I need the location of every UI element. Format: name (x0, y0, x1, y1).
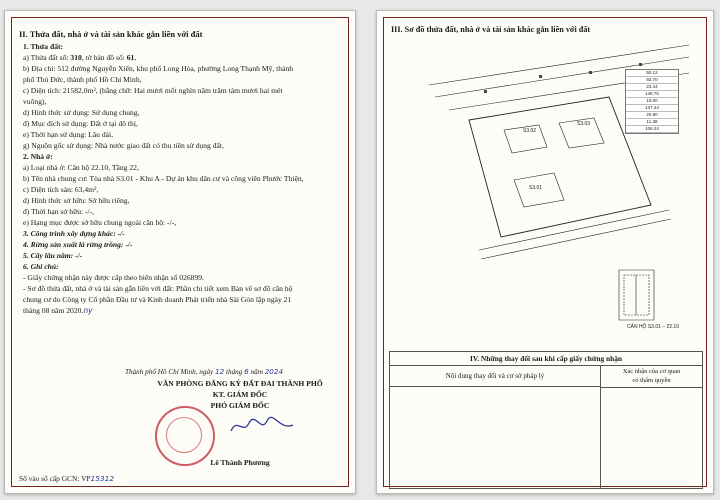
registration-book-number: Số vào sổ cấp GCN: VP15312 (19, 474, 115, 483)
house-building-name: b) Tên nhà chung cư: Tòa nhà S3.01 - Khu A - Dự án khu dân cư và công viên Phước Thiện, (23, 174, 304, 183)
other-construction: 3. Công trình xây dựng khác: -/- (23, 229, 125, 238)
changes-col-confirmation: Xác nhận của cơ quan có thẩm quyền (601, 366, 702, 388)
building-label-s301: S3.01 (529, 185, 543, 191)
section-iv-title: IV. Những thay đổi sau khi cấp giấy chứng nhận (390, 352, 702, 366)
note-diagram-3: tháng 08 năm 2020.ny (23, 306, 93, 315)
land-address-1: b) Địa chỉ: 512 đường Nguyễn Xiển, khu phố Long Hòa, phường Long Thạnh Mỹ, thành (23, 64, 294, 73)
apartment-caption: CĂN HỘ S3.01 – 22.10 (627, 324, 679, 330)
certificate-right-page (376, 10, 714, 494)
kt-director: KT. GIÁM ĐỐC (212, 390, 268, 399)
deputy-director: PHÓ GIÁM ĐỐC (210, 401, 270, 410)
land-parcel-line: a) Thửa đất số: 310, tờ bản đồ số: 61, (23, 53, 137, 62)
land-area-1: c) Diện tích: 21582,0m², (bằng chữ: Hai mươi mốt nghìn năm trăm tám mươi hai mét (23, 86, 283, 95)
land-heading: 1. Thửa đất: (23, 42, 64, 51)
house-type: a) Loại nhà ở: Căn hộ 22.10, Tầng 22, (23, 163, 139, 172)
handwritten-signature (227, 413, 297, 439)
changes-col-content: Nội dung thay đổi và cơ sở pháp lý (390, 366, 601, 387)
house-ownership: d) Hình thức sở hữu: Sở hữu riêng, (23, 196, 130, 205)
land-address-2: phố Thủ Đức, thành phố Hồ Chí Minh, (23, 75, 142, 84)
section-iii-title: III. Sơ đồ thửa đất, nhà ở và tài sản khác gắn liền với đất (391, 25, 591, 34)
legend-value: 50.12 (626, 70, 678, 77)
land-use-origin: g) Nguồn gốc sử dụng: Nhà nước giao đất có thu tiền sử dụng đất, (23, 141, 224, 150)
legend-value: 11.38 (626, 119, 678, 126)
legend-value: 20.80 (626, 112, 678, 119)
legend-value: 137.44 (626, 105, 678, 112)
land-area-2: vuông), (23, 97, 47, 106)
planted-forest: 4. Rừng sản xuất là rừng trồng: -/- (23, 240, 133, 249)
notes-heading: 6. Ghi chú: (23, 262, 59, 271)
house-shared-items: e) Hạng mục được sở hữu chung ngoài căn hộ: -/-, (23, 218, 177, 227)
land-use-purpose: đ) Mục đích sử dụng: Đất ở tại đô thị, (23, 119, 138, 128)
perennial-trees: 5. Cây lâu năm: -/- (23, 251, 83, 260)
coordinate-table (625, 69, 679, 134)
house-floor-area: c) Diện tích sàn: 63,4m², (23, 185, 99, 194)
building-label-s303: S3.03 (577, 121, 591, 127)
building-label-s302: S3.02 (523, 128, 537, 134)
legend-value: 93.70 (626, 77, 678, 84)
column-divider (600, 386, 601, 488)
land-use-form: d) Hình thức sử dụng: Sử dụng chung, (23, 108, 140, 117)
legend-value: 23.44 (626, 84, 678, 91)
section-ii-title: II. Thửa đất, nhà ở và tài sản khác gắn liền với đất (19, 29, 203, 39)
signer-name: Lê Thành Phương (210, 458, 270, 467)
note-diagram-2: chung cư do Công ty Cổ phần Đầu tư và Kinh doanh Phát triển nhà Sài Gòn lập ngày 21 (23, 295, 292, 304)
house-term: đ) Thời hạn sở hữu: -/-, (23, 207, 95, 216)
issuing-office: VĂN PHÒNG ĐĂNG KÝ ĐẤT ĐAI THÀNH PHỐ (157, 379, 323, 388)
changes-table (389, 351, 703, 489)
land-use-term: e) Thời hạn sử dụng: Lâu dài, (23, 130, 114, 139)
certificate-left-page (4, 10, 356, 494)
legend-value: 106.24 (626, 126, 678, 133)
house-heading: 2. Nhà ở: (23, 152, 53, 161)
note-receipt: - Giấy chứng nhận này được cấp theo biên nhận số 026899. (23, 273, 204, 282)
legend-value: 148.76 (626, 91, 678, 98)
legend-value: 19.00 (626, 98, 678, 105)
signing-date: Thành phố Hồ Chí Minh, ngày 12 tháng 6 năm 2024 (125, 367, 284, 376)
official-seal (155, 406, 215, 466)
note-diagram-1: - Sơ đồ thửa đất, nhà ở và tài sản gắn liền với đất: Phần chi tiết xem Bản vẽ sơ đồ căn hộ (23, 284, 293, 293)
